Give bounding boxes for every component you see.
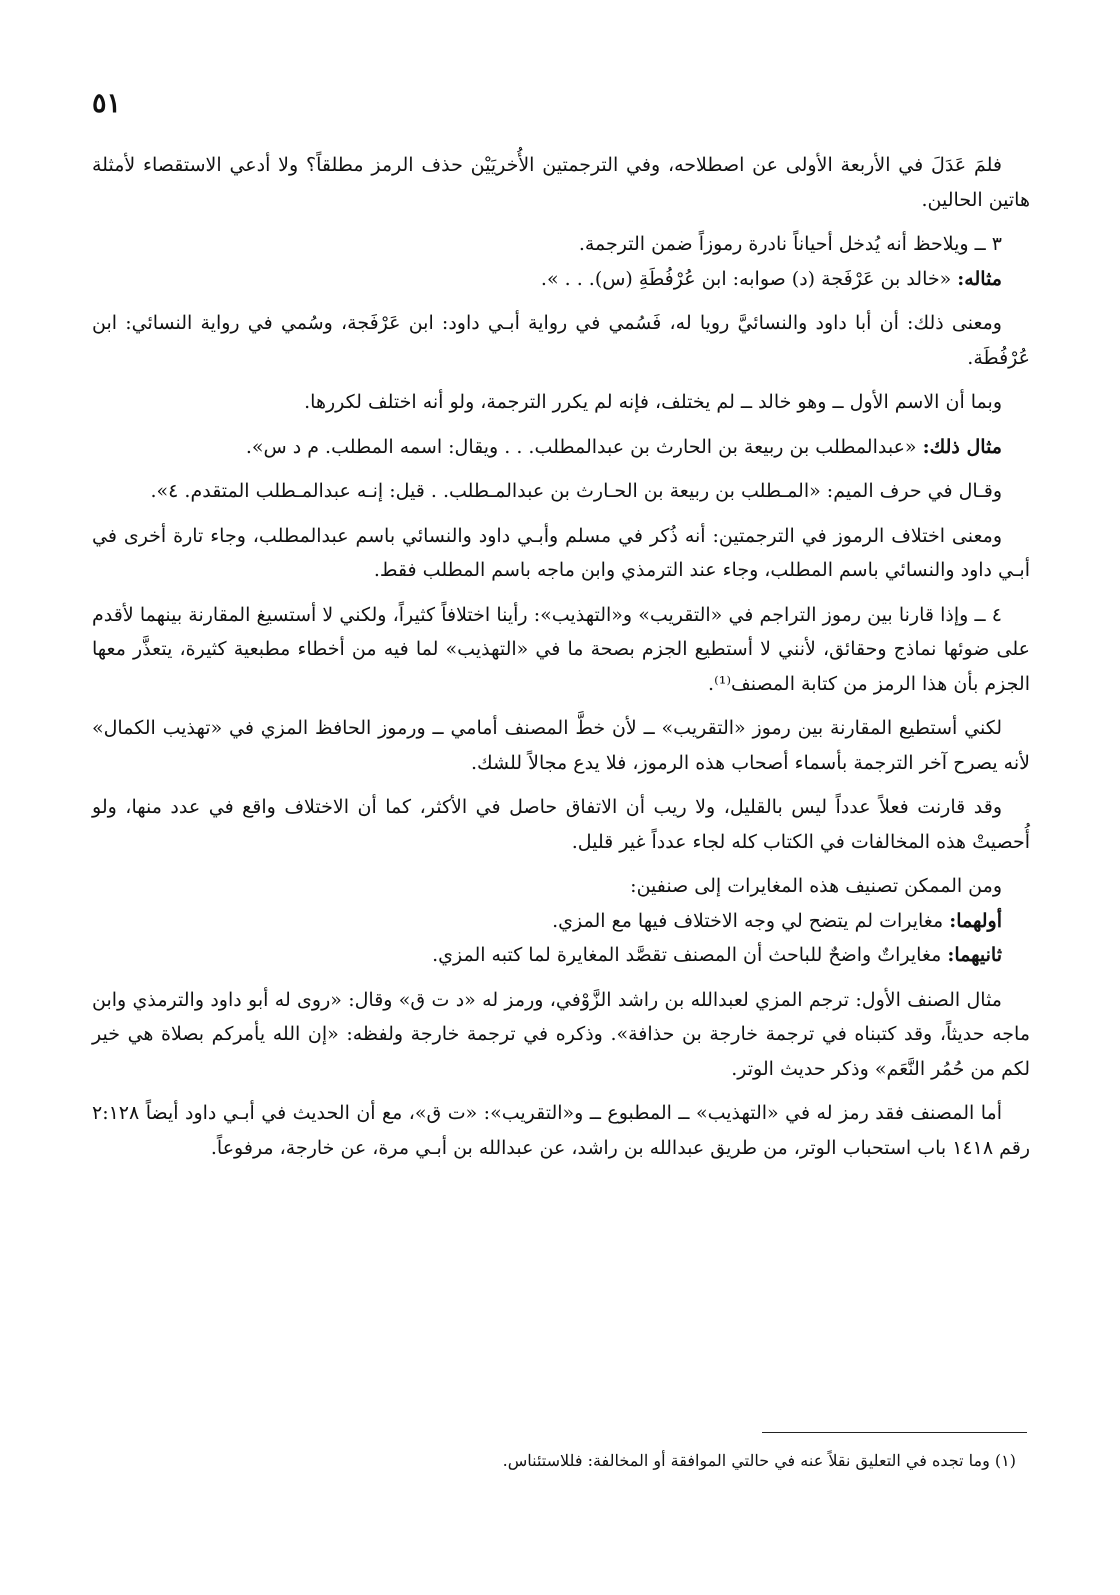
paragraph: أما المصنف فقد رمز له في «التهذيب» ــ المطبوع ــ و«التقريب»: «ت ق»، مع أن الحديث في أبـي داود أيضاً ٢:١٢٨ رقم ١٤١٨ باب استحباب الوتر، من طريق عبدالله بن راشد، عن عبدالله بن أبـي مرة، عن خارجة، مرفوعاً. xyxy=(92,1102,1030,1159)
category-text: مغايراتٌ واضحٌ للباحث أن المصنف تقصَّد المغايرة لما كتبه المزي. xyxy=(432,944,942,966)
example-line xyxy=(92,262,1030,297)
category-line xyxy=(92,904,1030,939)
category-label: أولهما: xyxy=(949,909,1002,932)
category-label: ثانيهما: xyxy=(947,944,1002,966)
main-text xyxy=(92,148,1030,1175)
footnote-divider xyxy=(762,1432,1027,1433)
example-text: «خالد بن عَرْفَجة (د) صوابه: ابن عُرْفُطَةِ (س). . . ». xyxy=(540,267,952,290)
paragraph: لكني أستطيع المقارنة بين رموز «التقريب» ــ لأن خطَّ المصنف أمامي ــ ورموز الحافظ المزي في «تهذيب الكمال» لأنه يصرح آخر الترجمة بأسماء أصحاب هذه الرموز، فلا يدع مجالاً للشك. xyxy=(92,717,1030,774)
paragraph: ومعنى اختلاف الرموز في الترجمتين: أنه ذُكر في مسلم وأبـي داود والنسائي باسم عبدالمطلب، وجاء تارة أخرى في أبـي داود والنسائي باسم المطلب، وجاء عند الترمذي وابن ماجه باسم المطلب فقط. xyxy=(92,524,1030,581)
paragraph: مثال الصنف الأول: ترجم المزي لعبدالله بن راشد الزَّوْفي، ورمز له «د ت ق» وقال: «روى له أبو داود والترمذي وابن ماجه حديثاً، وقد كتبناه في ترجمة خارجة بن حذافة». وذكره في ترجمة خارجة ولفظه: «إن الله يأمركم بصلاة هي خير لكم من حُمُر النَّعَم» وذكر حديث الوتر. xyxy=(92,988,1030,1080)
paragraph: ومن الممكن تصنيف هذه المغايرات إلى صنفين: xyxy=(630,875,1002,897)
paragraph: فلمَ عَدَلَ في الأربعة الأولى عن اصطلاحه، وفي الترجمتين الأُخريَيْن حذف الرمز مطلقاً؟ ولا أدعي الاستقصاء لأمثلة هاتين الحالين. xyxy=(92,154,1030,211)
paragraph: وبما أن الاسم الأول ــ وهو خالد ــ لم يختلف، فإنه لم يكرر الترجمة، ولو أنه اختلف لكررها. xyxy=(304,391,1002,413)
paragraph: ومعنى ذلك: أن أبا داود والنسائيَّ رويا له، فَسُمي في رواية أبـي داود: ابن عَرْفَجة، وسُمي في رواية النسائي: ابن عُرْفُطَة. xyxy=(92,312,1030,369)
example-label: مثال ذلك: xyxy=(922,435,1002,458)
paragraph: وقد قارنت فعلاً عدداً ليس بالقليل، ولا ريب أن الاتفاق حاصل في الأكثر، كما أن الاختلاف واقع في عدد منها، ولو أُحصيتْ هذه المخالفات في الكتاب كله لجاء عدداً غير قليل. xyxy=(92,796,1030,853)
category-line xyxy=(92,938,1030,973)
paragraph: وقـال في حرف الميم: «المـطلب بن ربيعة بن الحـارث بن عبدالمـطلب. . قيل: إنـه عبدالمـطلب المتقدم. ٤». xyxy=(150,480,1002,502)
page-number: ٥١ xyxy=(92,88,122,119)
paragraph: ٤ ــ وإذا قارنا بين رموز التراجم في «التقريب» و«التهذيب»: رأينا اختلافاً كثيراً، ولكني لا أستسيغ المقارنة بينهما لأقدم على ضوئها نماذج وحقائق، لأنني لا أستطيع الجزم بصحة ما في «التهذيب» لما فيه من أخطاء مطبعية كثيرة، يتعذَّر معها الجزم بأن هذا الرمز من كتابة المصنف⁽¹⁾. xyxy=(92,603,1030,695)
paragraph: ٣ ــ ويلاحظ أنه يُدخل أحياناً نادرة رموزاً ضمن الترجمة. xyxy=(578,233,1002,255)
example-text: «عبدالمطلب بن ربيعة بن الحارث بن عبدالمطلب. . . ويقال: اسمه المطلب. م د س». xyxy=(245,435,917,458)
example-line xyxy=(92,430,1030,465)
example-label: مثاله: xyxy=(957,267,1002,290)
footnote: (١) وما تجده في التعليق نقلاً عنه في حالتي الموافقة أو المخالفة: فللاستئناس. xyxy=(502,1451,1016,1470)
category-text: مغايرات لم يتضح لي وجه الاختلاف فيها مع المزي. xyxy=(552,909,944,932)
